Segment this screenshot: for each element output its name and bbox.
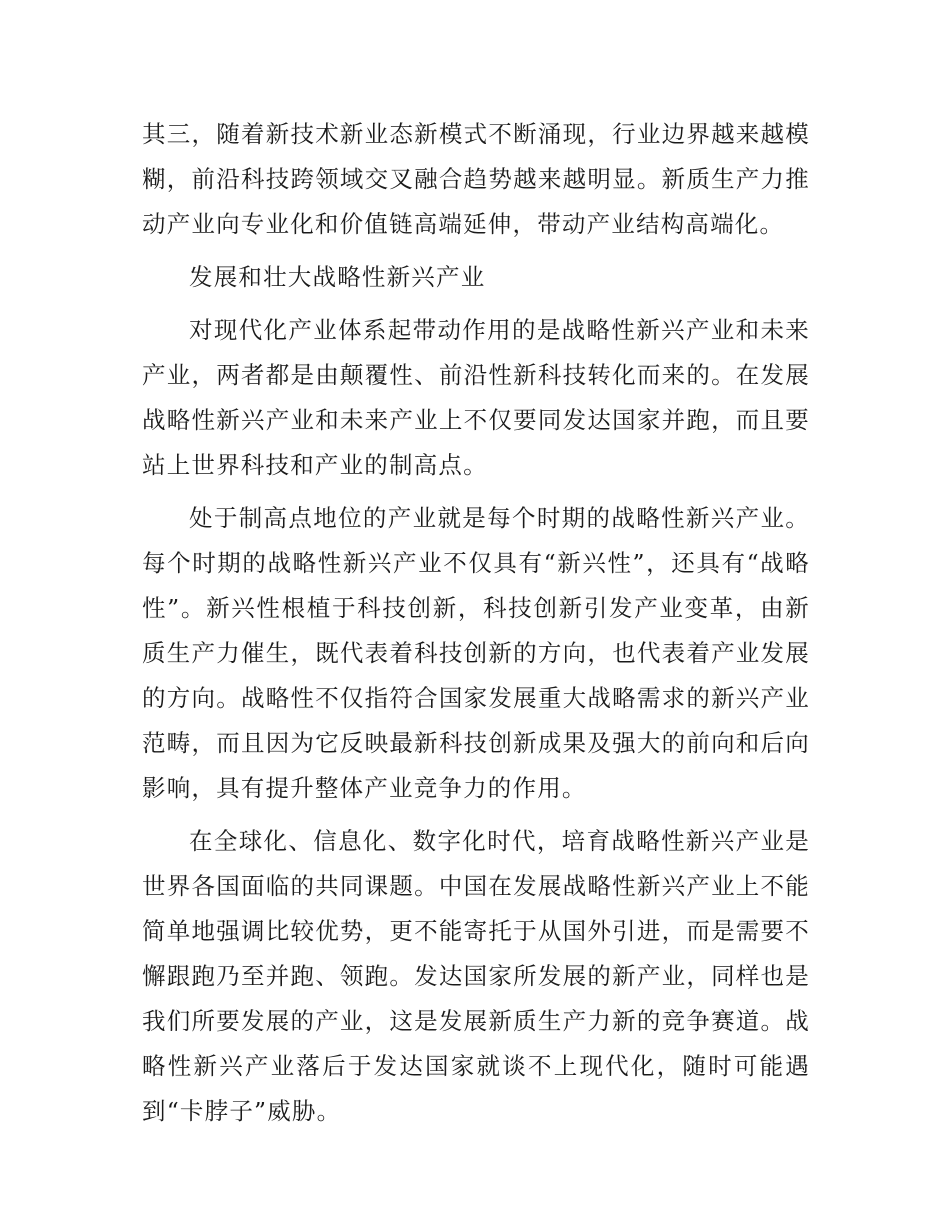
paragraph-commanding-heights: 处于制高点地位的产业就是每个时期的战略性新兴产业。每个时期的战略性新兴产业不仅具有“新兴性”，还具有“战略性”。新兴性根植于科技创新，科技创新引发产业变革，由新质生产力催生，既代表着科技创新的方向，也代表着产业发展的方向。战略性不仅指符合国家发展重大战略需求的新兴产业范畴，而且因为它反映最新科技创新成果及强大的前向和后向影响，具有提升整体产业竞争力的作用。: [142, 504, 810, 802]
paragraph-strategic-industries: 对现代化产业体系起带动作用的是战略性新兴产业和未来产业，两者都是由颠覆性、前沿性新科技转化而来的。在发展战略性新兴产业和未来产业上不仅要同发达国家并跑，而且要站上世界科技和产业的制高点。: [142, 316, 810, 479]
paragraph-industry-boundaries: 其三，随着新技术新业态新模式不断涌现，行业边界越来越模糊，前沿科技跨领域交叉融合趋势越来越明显。新质生产力推动产业向专业化和价值链高端延伸，带动产业结构高端化。: [142, 120, 810, 238]
document-body: [142, 112, 810, 1142]
section-heading: 发展和壮大战略性新兴产业: [189, 263, 486, 291]
paragraph-globalization: 在全球化、信息化、数字化时代，培育战略性新兴产业是世界各国面临的共同课题。中国在发展战略性新兴产业上不能简单地强调比较优势，更不能寄托于从国外引进，而是需要不懈跟跑乃至并跑、领跑。发达国家所发展的新产业，同样也是我们所要发展的产业，这是发展新质生产力新的竞争赛道。战略性新兴产业落后于发达国家就谈不上现代化，随时可能遇到“卡脖子”威胁。: [142, 827, 810, 1125]
